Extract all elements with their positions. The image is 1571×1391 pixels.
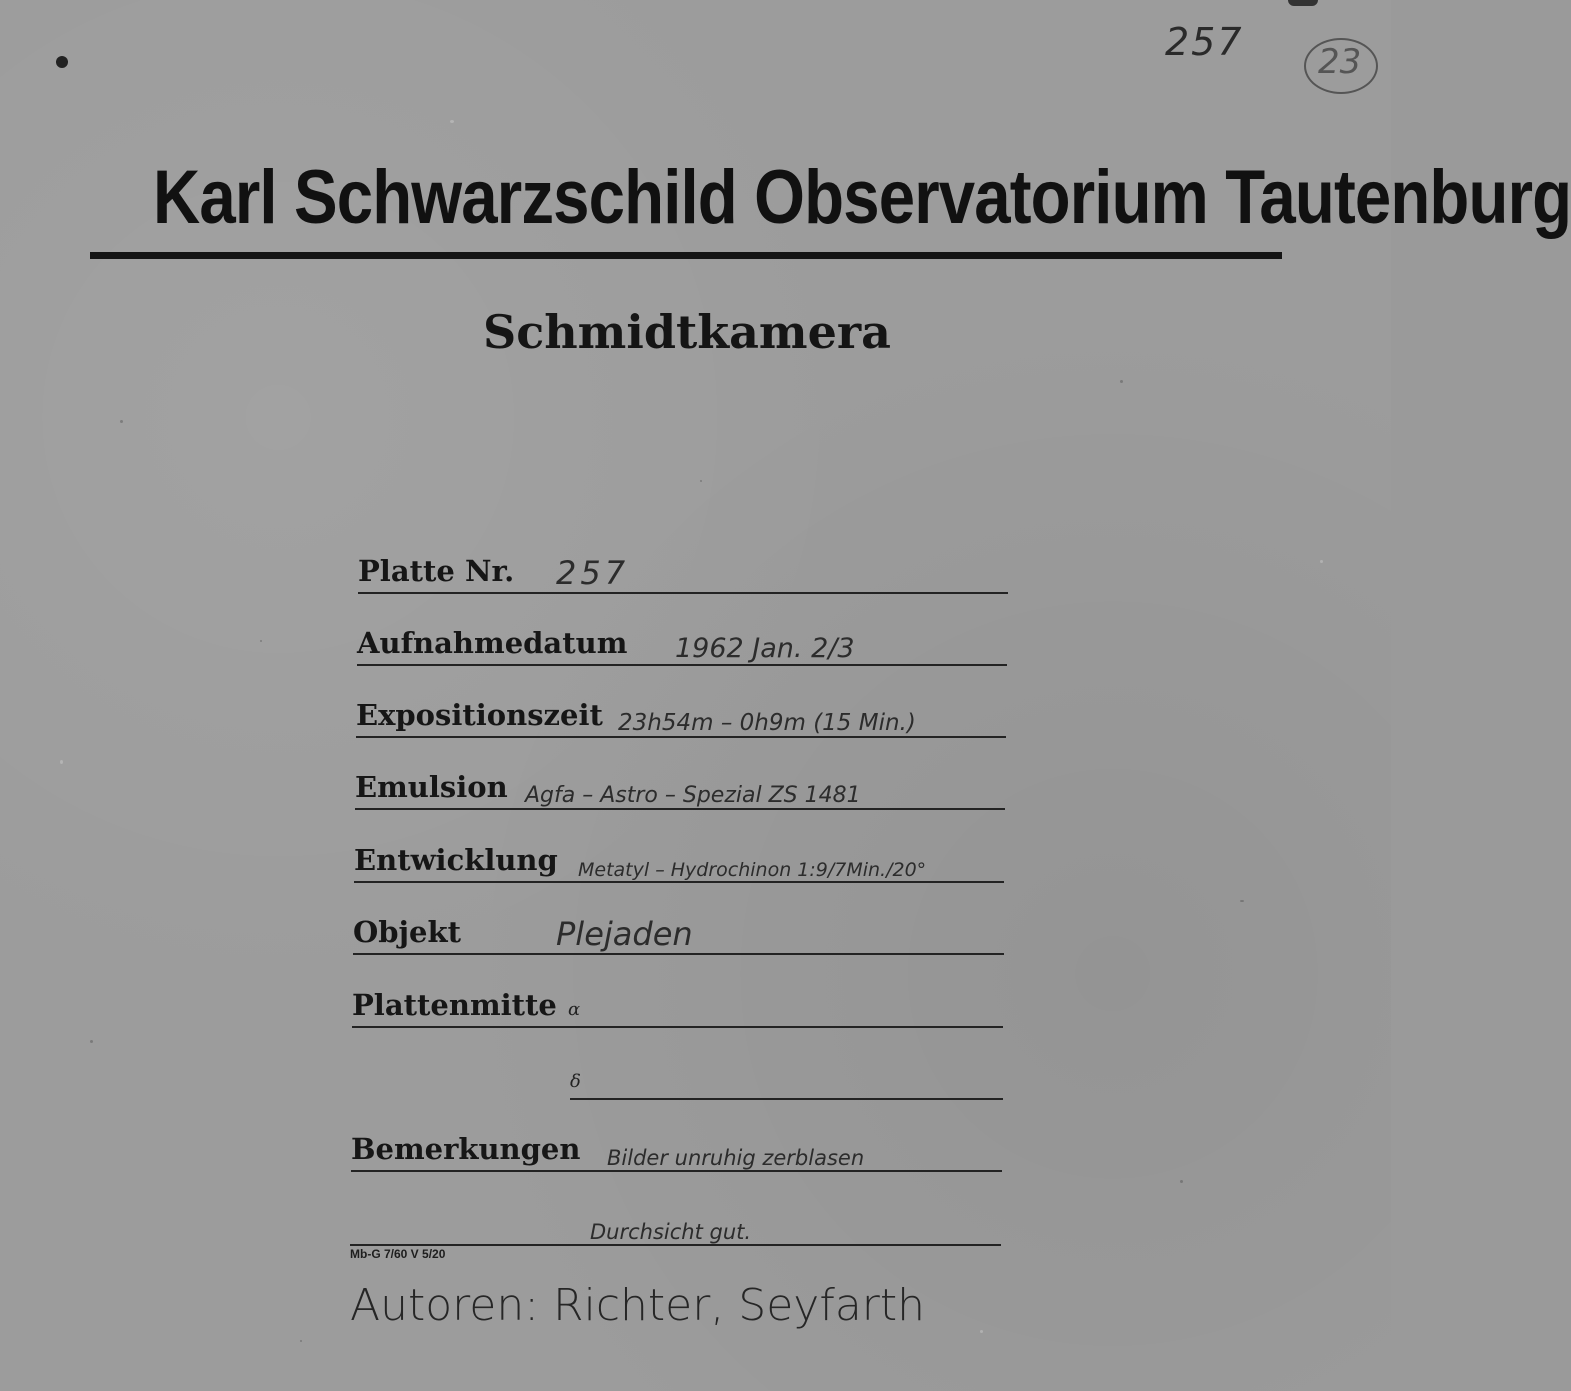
field-label: Entwicklung [354,843,558,877]
field-rule [355,808,1005,810]
field-rule [351,1170,1002,1172]
field-value: 23h54m – 0h9m (15 Min.) [618,710,916,736]
field-label: Aufnahmedatum [357,626,628,660]
field-plattenmitte [352,976,1003,1028]
ink-dot [56,56,68,68]
paper-speck [450,120,454,123]
paper-speck [90,1040,93,1043]
field-value: Metatyl – Hydrochinon 1:9/7Min./20° [578,859,927,881]
field-expositionszeit [356,686,1006,738]
field-platte-nr [358,542,1008,594]
field-label: Emulsion [355,770,508,804]
form-code: Mb-G 7/60 V 5/20 [350,1247,446,1261]
field-rule [357,664,1007,666]
delta-symbol: δ [570,1071,581,1092]
ink-mark [1288,0,1318,6]
authors-note: Autoren: Richter, Seyfarth [350,1280,926,1331]
paper-speck [700,480,702,482]
paper-speck [260,640,262,642]
field-rule [352,1026,1003,1028]
field-value: Durchsicht gut. [590,1220,752,1244]
field-objekt [353,903,1004,955]
field-bemerkungen-line2 [350,1194,1001,1246]
field-rule [570,1098,1003,1100]
field-rule [356,736,1006,738]
field-value: Agfa – Astro – Spezial ZS 1481 [525,783,861,808]
card-subtitle: Schmidtkamera [483,305,891,359]
paper-speck [1180,1180,1183,1183]
paper-speck [1240,900,1244,902]
field-plattenmitte-delta [570,1048,1003,1100]
field-label: Bemerkungen [351,1132,581,1166]
field-rule [350,1244,1001,1246]
field-value: 257 [556,554,630,592]
field-label: Platte Nr. [358,554,515,588]
paper-speck [1120,380,1123,383]
field-value: 1962 Jan. 2/3 [675,633,855,664]
paper-speck [300,1340,302,1342]
field-rule [353,953,1004,955]
paper-speck [980,1330,983,1333]
observatory-title: Karl Schwarzschild Observatorium Tautenburg [153,155,1571,240]
field-value: Plejaden [556,915,693,953]
paper-speck [60,760,63,764]
alpha-symbol: α [568,999,581,1020]
paper-speck [120,420,123,423]
corner-circled-number: 23 [1318,42,1362,82]
field-emulsion [355,758,1005,810]
field-label: Expositionszeit [356,698,603,732]
paper-speck [1320,560,1323,563]
field-rule [358,592,1008,594]
field-entwicklung [354,831,1004,883]
field-label: Plattenmitte [352,988,557,1022]
corner-plate-number: 257 [1165,20,1244,64]
title-divider [90,252,1282,259]
field-aufnahmedatum [357,614,1007,666]
field-bemerkungen [351,1120,1002,1172]
field-label: Objekt [353,915,461,949]
field-value: Bilder unruhig zerblasen [607,1146,865,1170]
field-rule [354,881,1004,883]
